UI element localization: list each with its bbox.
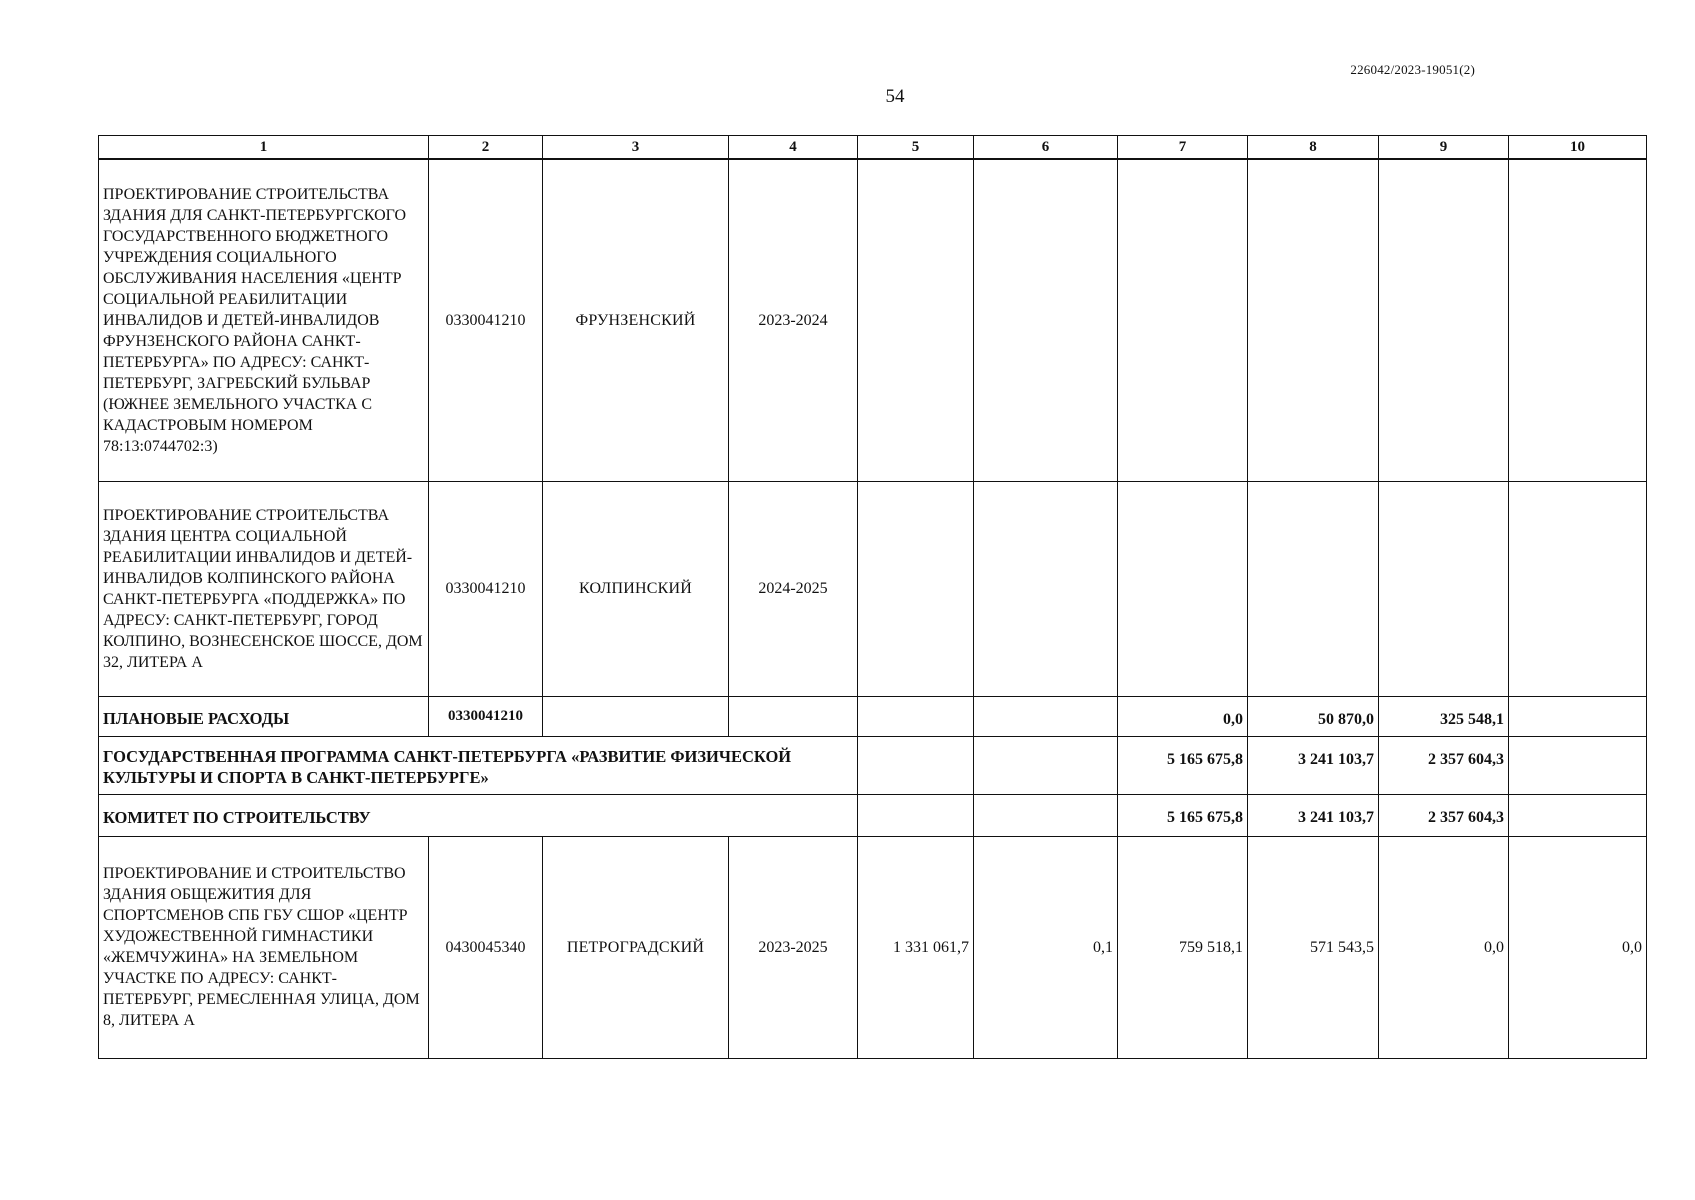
value-cell-9 — [1379, 159, 1509, 481]
value-cell-7 — [1118, 481, 1248, 696]
empty-cell — [974, 696, 1118, 736]
value-cell-6: 0,1 — [974, 836, 1118, 1058]
state-program-row — [99, 736, 1647, 794]
value-cell-8 — [1248, 481, 1379, 696]
value-cell-9: 0,0 — [1379, 836, 1509, 1058]
value-cell-8: 571 543,5 — [1248, 836, 1379, 1058]
committee-row — [99, 794, 1647, 836]
column-header: 5 — [858, 136, 974, 160]
object-name-cell: ПРОЕКТИРОВАНИЕ СТРОИТЕЛЬСТВА ЗДАНИЯ ДЛЯ САНКТ-ПЕТЕРБУРГСКОГО ГОСУДАРСТВЕННОГО БЮДЖЕТНОГО УЧРЕЖДЕНИЯ СОЦИАЛЬНОГО ОБСЛУЖИВАНИЯ НАСЕЛЕНИЯ «ЦЕНТР СОЦИАЛЬНОЙ РЕАБИЛИТАЦИИ ИНВАЛИДОВ И ДЕТЕЙ-ИНВАЛИДОВ ФРУНЗЕНСКОГО РАЙОНА САНКТ-ПЕТЕРБУРГА» ПО АДРЕСУ: САНКТ-ПЕТЕРБУРГ, ЗАГРЕБСКИЙ БУЛЬВАР (ЮЖНЕЕ ЗЕМЕЛЬНОГО УЧАСТКА С КАДАСТРОВЫМ НОМЕРОМ 78:13:0744702:3) — [99, 159, 429, 481]
row-label: ПЛАНОВЫЕ РАСХОДЫ — [99, 696, 429, 736]
value-cell-6 — [974, 481, 1118, 696]
column-header: 1 — [99, 136, 429, 160]
table-row — [99, 836, 1647, 1058]
empty-cell — [858, 736, 974, 794]
column-header: 3 — [543, 136, 729, 160]
table-row — [99, 481, 1647, 696]
value-cell-8: 3 241 103,7 — [1248, 794, 1379, 836]
district-cell: КОЛПИНСКИЙ — [543, 481, 729, 696]
district-cell: ФРУНЗЕНСКИЙ — [543, 159, 729, 481]
value-cell-10 — [1509, 696, 1647, 736]
document-id: 226042/2023-19051(2) — [1350, 62, 1475, 77]
column-header: 10 — [1509, 136, 1647, 160]
program-title: ГОСУДАРСТВЕННАЯ ПРОГРАММА САНКТ-ПЕТЕРБУРГА «РАЗВИТИЕ ФИЗИЧЕСКОЙ КУЛЬТУРЫ И СПОРТА В САНКТ-ПЕТЕРБУРГЕ» — [99, 736, 858, 794]
value-cell-7 — [1118, 159, 1248, 481]
district-cell: ПЕТРОГРАДСКИЙ — [543, 836, 729, 1058]
value-cell-7: 5 165 675,8 — [1118, 794, 1248, 836]
value-cell-5 — [858, 481, 974, 696]
column-header: 8 — [1248, 136, 1379, 160]
budget-code-cell: 0330041210 — [429, 696, 543, 736]
value-cell-5: 1 331 061,7 — [858, 836, 974, 1058]
value-cell-9 — [1379, 481, 1509, 696]
value-cell-8 — [1248, 159, 1379, 481]
empty-cell — [858, 696, 974, 736]
value-cell-8: 3 241 103,7 — [1248, 736, 1379, 794]
column-header: 9 — [1379, 136, 1509, 160]
budget-code-cell: 0330041210 — [429, 159, 543, 481]
budget-table — [98, 135, 1647, 1059]
column-header: 2 — [429, 136, 543, 160]
value-cell-7: 759 518,1 — [1118, 836, 1248, 1058]
years-cell: 2023-2024 — [729, 159, 858, 481]
planned-expenses-row — [99, 696, 1647, 736]
value-cell-8: 50 870,0 — [1248, 696, 1379, 736]
value-cell-10 — [1509, 736, 1647, 794]
object-name-cell: ПРОЕКТИРОВАНИЕ СТРОИТЕЛЬСТВА ЗДАНИЯ ЦЕНТРА СОЦИАЛЬНОЙ РЕАБИЛИТАЦИИ ИНВАЛИДОВ И ДЕТЕЙ-ИНВАЛИДОВ КОЛПИНСКОГО РАЙОНА САНКТ-ПЕТЕРБУРГА «ПОДДЕРЖКА» ПО АДРЕСУ: САНКТ-ПЕТЕРБУРГ, ГОРОД КОЛПИНО, ВОЗНЕСЕНСКОЕ ШОССЕ, ДОМ 32, ЛИТЕРА А — [99, 481, 429, 696]
value-cell-10 — [1509, 481, 1647, 696]
committee-title: КОМИТЕТ ПО СТРОИТЕЛЬСТВУ — [99, 794, 858, 836]
value-cell-9: 2 357 604,3 — [1379, 736, 1509, 794]
value-cell-10 — [1509, 794, 1647, 836]
budget-code-cell: 0330041210 — [429, 481, 543, 696]
value-cell-10 — [1509, 159, 1647, 481]
empty-cell — [858, 794, 974, 836]
years-cell: 2023-2025 — [729, 836, 858, 1058]
column-header: 7 — [1118, 136, 1248, 160]
column-number-header-row — [99, 136, 1647, 160]
years-cell: 2024-2025 — [729, 481, 858, 696]
value-cell-7: 0,0 — [1118, 696, 1248, 736]
value-cell-7: 5 165 675,8 — [1118, 736, 1248, 794]
value-cell-9: 2 357 604,3 — [1379, 794, 1509, 836]
column-header: 6 — [974, 136, 1118, 160]
column-header: 4 — [729, 136, 858, 160]
empty-cell — [729, 696, 858, 736]
value-cell-10: 0,0 — [1509, 836, 1647, 1058]
empty-cell — [543, 696, 729, 736]
budget-code-cell: 0430045340 — [429, 836, 543, 1058]
object-name-cell: ПРОЕКТИРОВАНИЕ И СТРОИТЕЛЬСТВО ЗДАНИЯ ОБЩЕЖИТИЯ ДЛЯ СПОРТСМЕНОВ СПБ ГБУ СШОР «ЦЕНТР ХУДОЖЕСТВЕННОЙ ГИМНАСТИКИ «ЖЕМЧУЖИНА» НА ЗЕМЕЛЬНОМ УЧАСТКЕ ПО АДРЕСУ: САНКТ-ПЕТЕРБУРГ, РЕМЕСЛЕННАЯ УЛИЦА, ДОМ 8, ЛИТЕРА А — [99, 836, 429, 1058]
table-row — [99, 159, 1647, 481]
empty-cell — [974, 736, 1118, 794]
page-number: 54 — [885, 86, 905, 107]
value-cell-5 — [858, 159, 974, 481]
empty-cell — [974, 794, 1118, 836]
value-cell-6 — [974, 159, 1118, 481]
value-cell-9: 325 548,1 — [1379, 696, 1509, 736]
